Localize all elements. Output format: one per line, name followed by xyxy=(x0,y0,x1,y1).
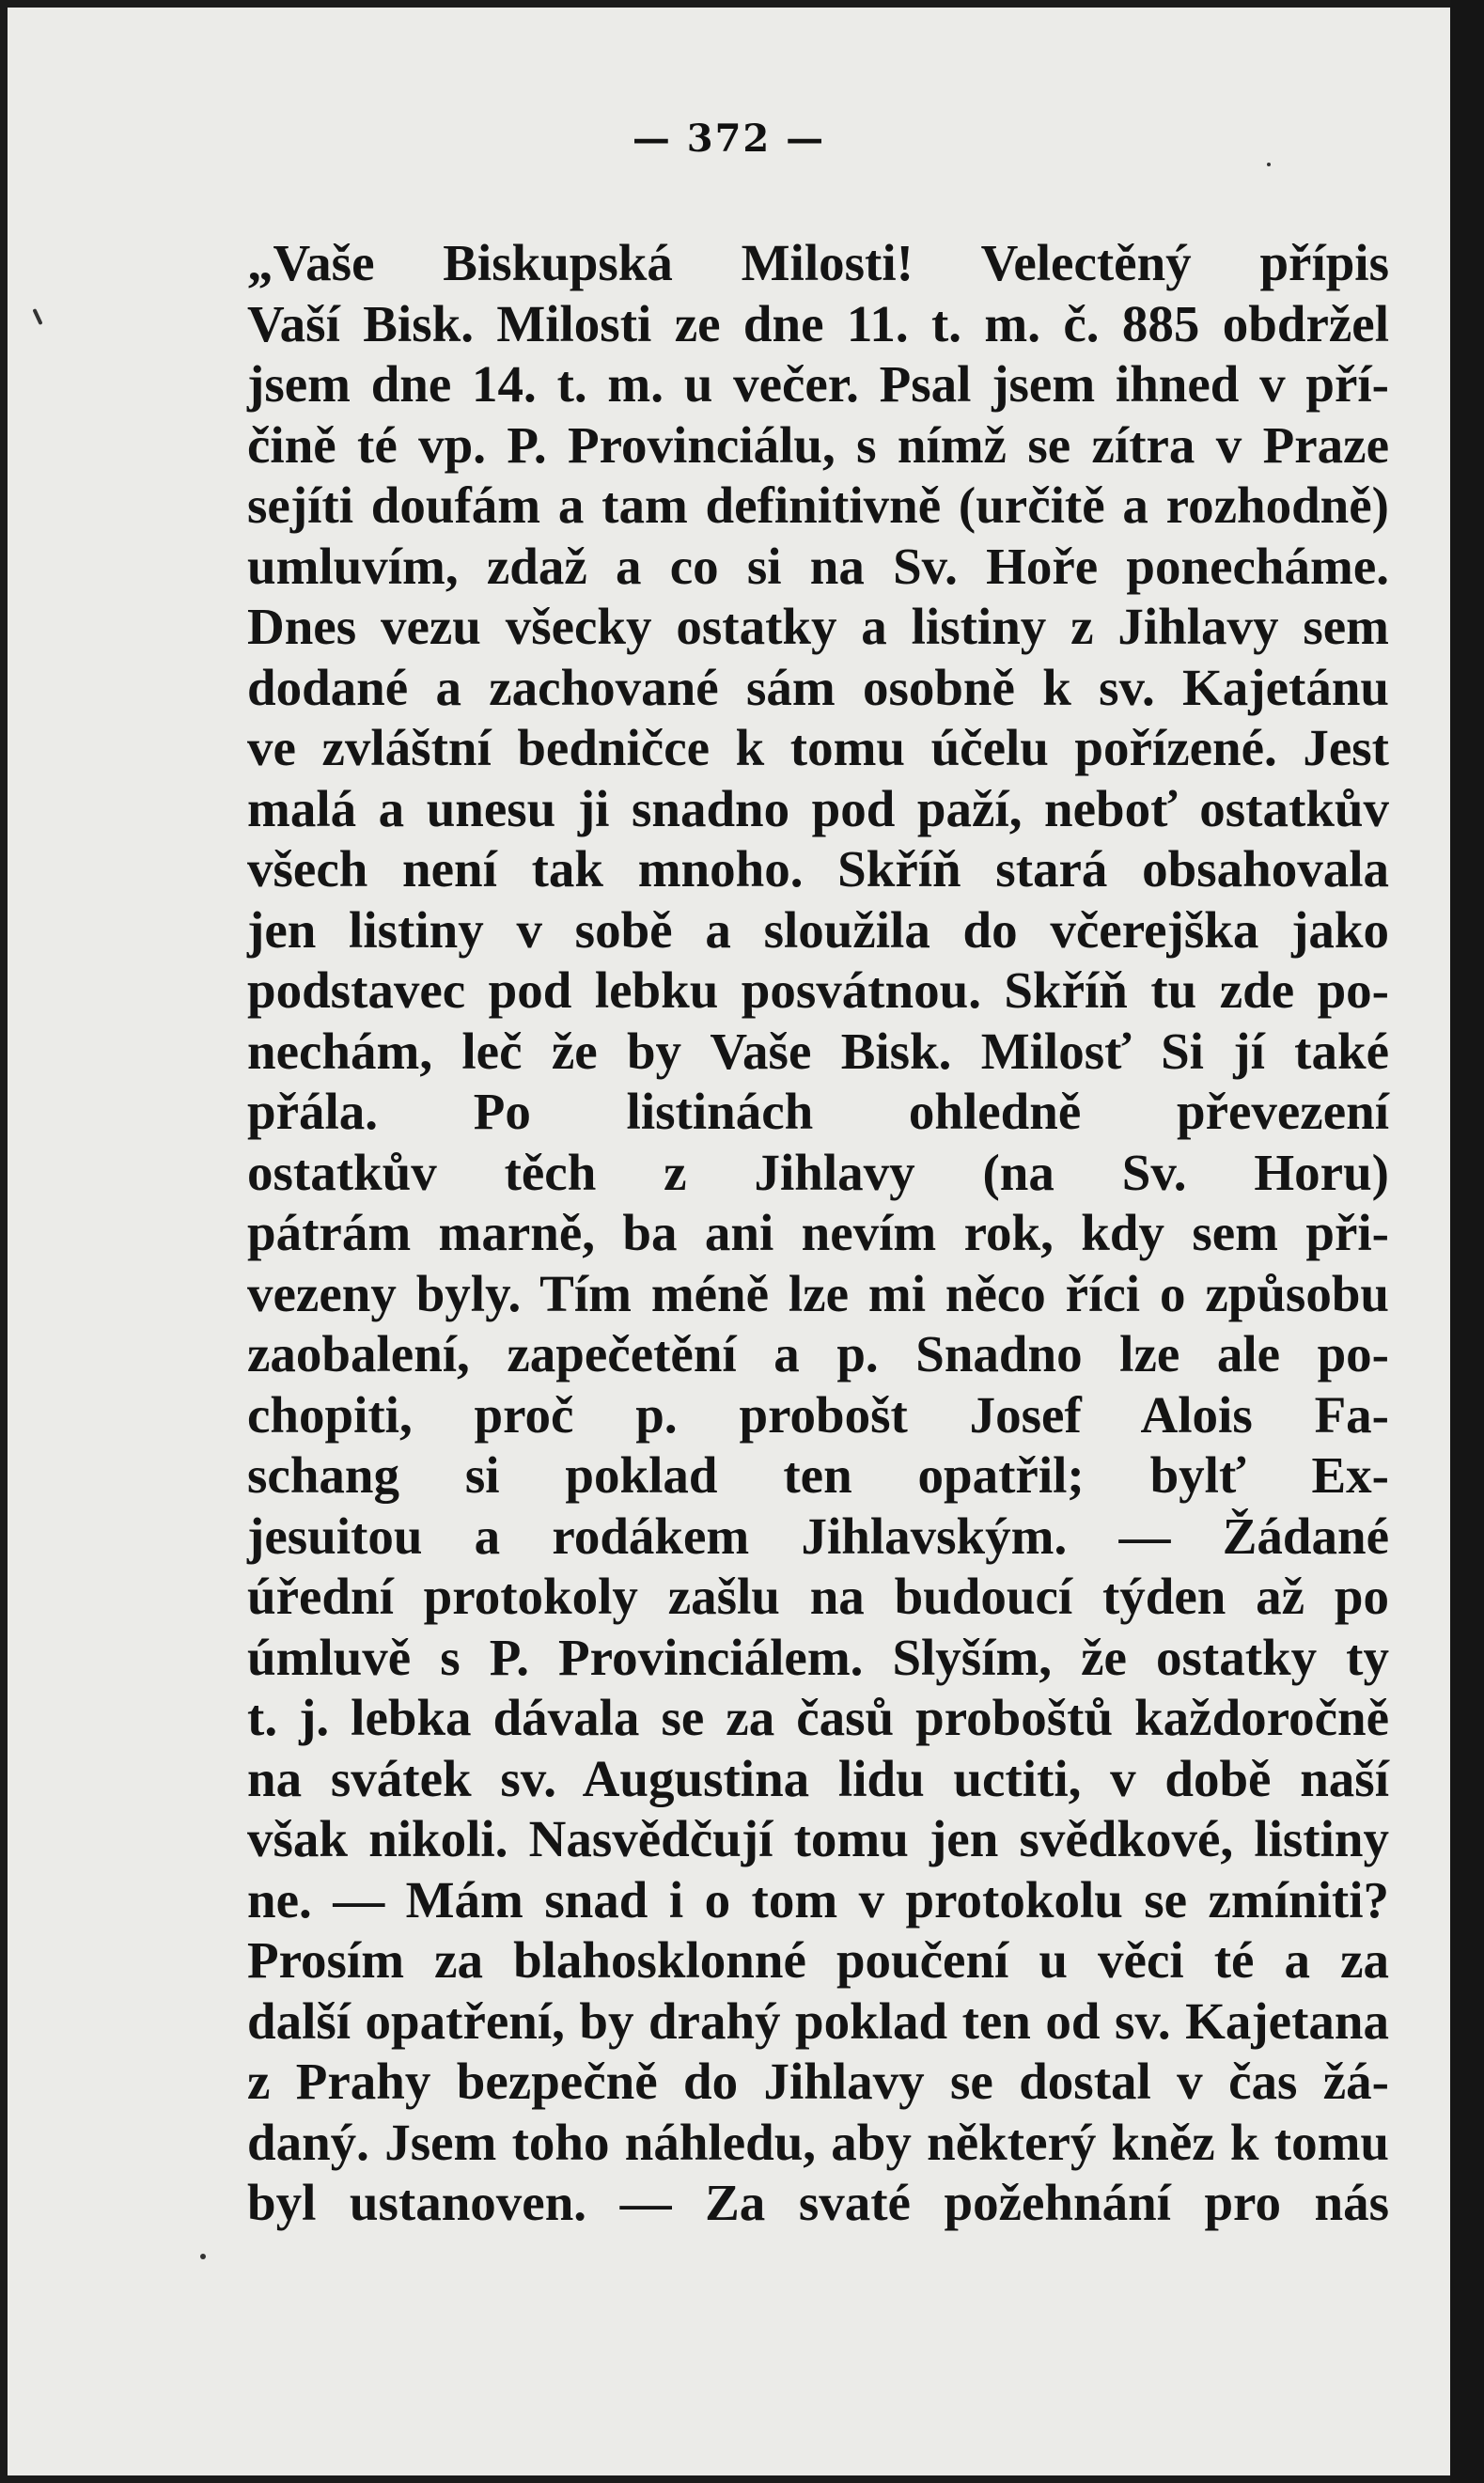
text-line: vezeny byly. Tím méně lze mi něco říci o způsobu xyxy=(247,1264,1389,1322)
text-line: umluvím, zdaž a co si na Sv. Hoře ponecháme. xyxy=(247,537,1389,595)
text-line: ne. — Mám snad i o tom v protokolu se zmíniti? xyxy=(247,1870,1389,1929)
text-line: všech není tak mnoho. Skříň stará obsahovala xyxy=(247,840,1389,898)
paper-speck xyxy=(1267,163,1271,166)
text-line: ostatkův těch z Jihlavy (na Sv. Horu) xyxy=(247,1143,1389,1201)
text-line: malá a unesu ji snadno pod paží, neboť ostatkův xyxy=(247,779,1389,837)
text-line: „Vaše Biskupská Milosti! Velectěný přípis xyxy=(247,234,1389,291)
text-line: schang si poklad ten opatřil; bylť Ex- xyxy=(247,1446,1389,1504)
text-line: pátrám marně, ba ani nevím rok, kdy sem při- xyxy=(247,1204,1389,1261)
text-line: úmluvě s P. Provinciálem. Slyším, že ostatky ty xyxy=(247,1628,1389,1686)
paper-speck xyxy=(200,2254,206,2259)
text-line: jen listiny v sobě a sloužila do včerejška jako xyxy=(247,900,1389,959)
page-number: — 372 — xyxy=(632,117,826,161)
text-line: jsem dne 14. t. m. u večer. Psal jsem ihned v pří- xyxy=(247,355,1389,413)
text-line: přála. Po listinách ohledně převezení xyxy=(247,1083,1389,1140)
text-line: Vaší Bisk. Milosti ze dne 11. t. m. č. 885 obdržel xyxy=(247,294,1389,352)
text-line: úřední protokoly zašlu na budoucí týden až po xyxy=(247,1568,1389,1625)
text-line: t. j. lebka dávala se za časů proboštů každoročně xyxy=(247,1689,1389,1746)
text-line: ve zvláštní bedničce k tomu účelu pořízené. Jest xyxy=(247,719,1389,776)
text-line: byl ustanoven. — Za svaté požehnání pro nás xyxy=(247,2174,1389,2231)
text-line: Prosím za blahosklonné poučení u věci té a za xyxy=(247,1931,1389,1989)
text-line: zaobalení, zapečetění a p. Snadno lze ale po- xyxy=(247,1325,1389,1382)
text-line: jesuitou a rodákem Jihlavským. — Žádané xyxy=(247,1507,1389,1565)
text-line: Dnes vezu všecky ostatky a listiny z Jihlavy sem xyxy=(247,598,1389,655)
scan-border xyxy=(1450,0,1484,2483)
text-line: však nikoli. Nasvědčují tomu jen svědkové, listiny xyxy=(247,1810,1389,1867)
text-line: na svátek sv. Augustina lidu uctiti, v době naší xyxy=(247,1749,1389,1807)
text-line: daný. Jsem toho náhledu, aby některý kněz k tomu xyxy=(247,2113,1389,2171)
text-line: čině té vp. P. Provinciálu, s nímž se zítra v Praze xyxy=(247,415,1389,474)
book-page xyxy=(8,8,1450,2475)
text-line: dodané a zachované sám osobně k sv. Kajetánu xyxy=(247,658,1389,716)
text-line: podstavec pod lebku posvátnou. Skříň tu zde po- xyxy=(247,961,1389,1019)
text-line: další opatření, by drahý poklad ten od sv. Kajetana xyxy=(247,1991,1389,2050)
body-text xyxy=(247,233,1389,2234)
text-line: nechám, leč že by Vaše Bisk. Milosť Si jí také xyxy=(247,1022,1389,1080)
text-line: sejíti doufám a tam definitivně (určitě a rozhodně) xyxy=(247,476,1389,534)
text-line: chopiti, proč p. probošt Josef Alois Fa- xyxy=(247,1385,1389,1444)
text-line: z Prahy bezpečně do Jihlavy se dostal v čas žá- xyxy=(247,2053,1389,2110)
paper-speck xyxy=(32,308,42,325)
